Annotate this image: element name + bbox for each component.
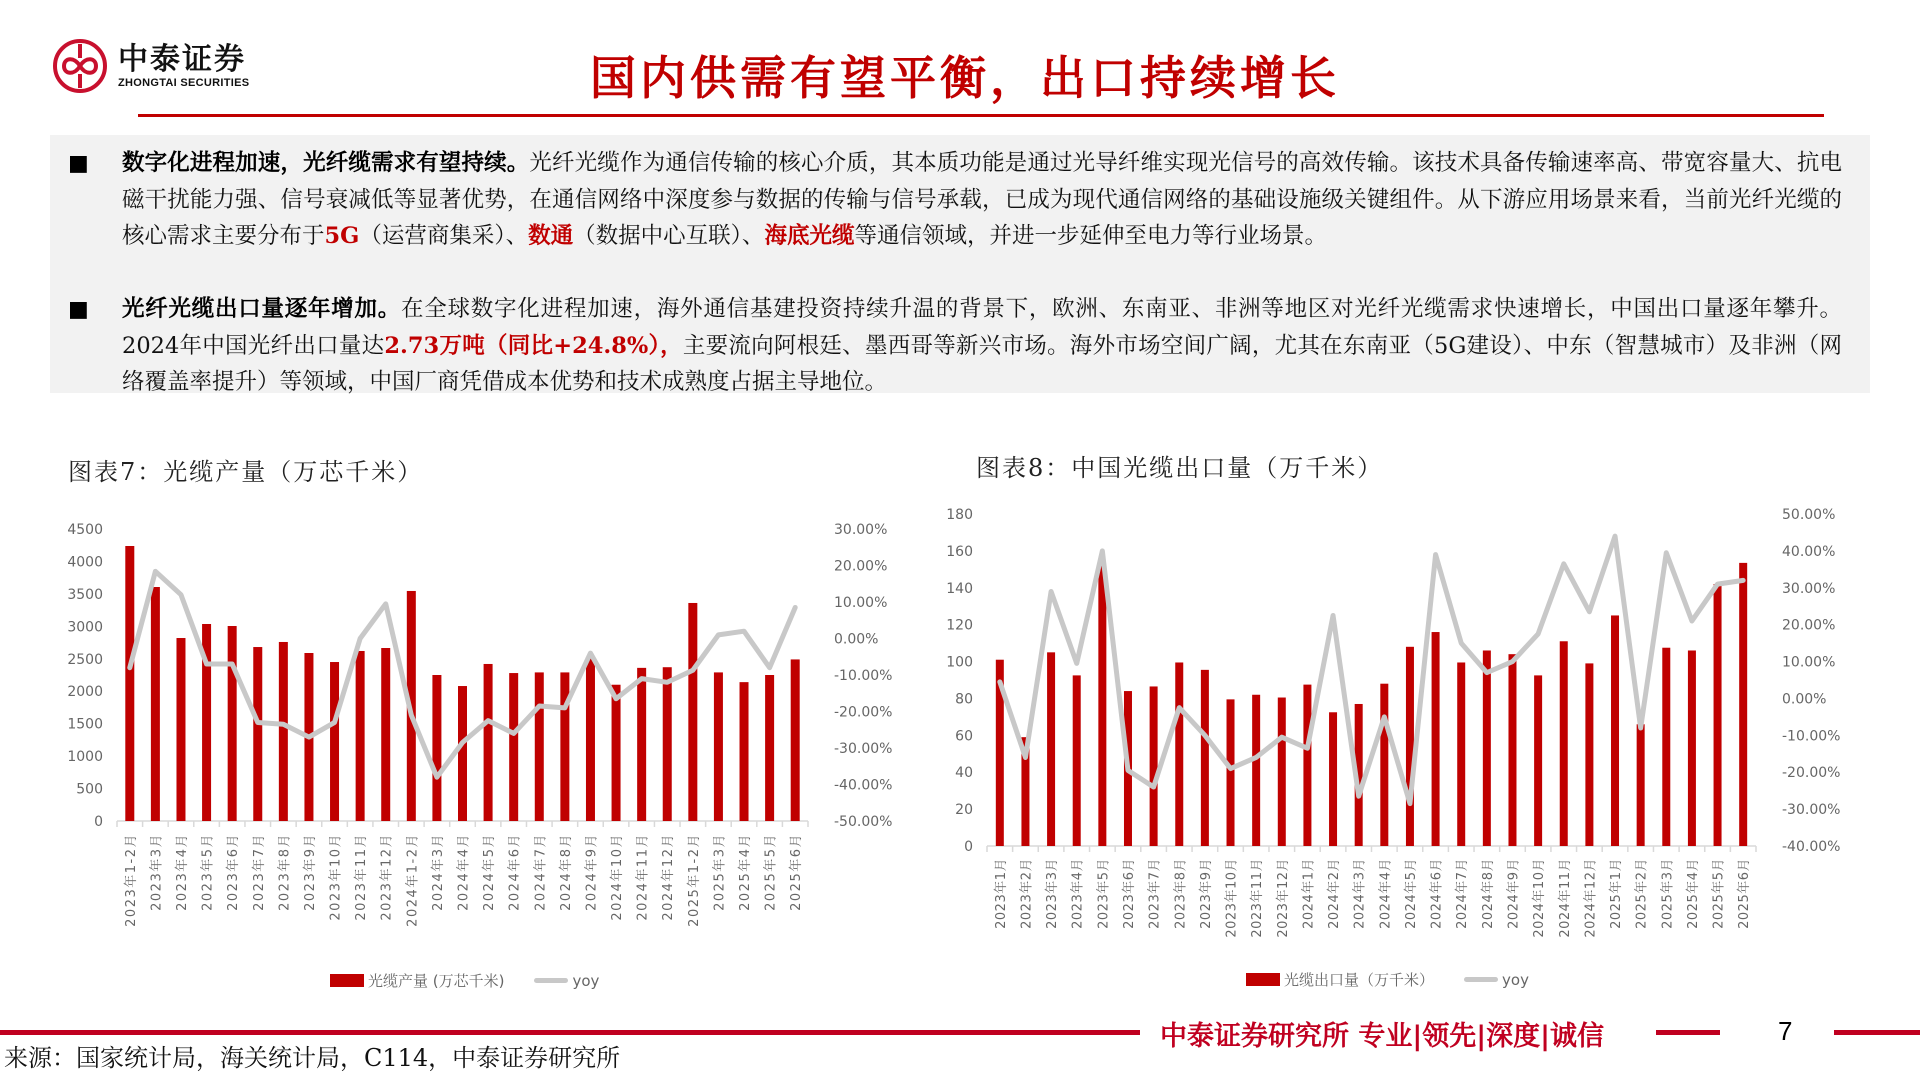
logo-english-name: ZHONGTAI SECURITIES (118, 77, 250, 89)
x-axis-label: 2023年9月 (302, 833, 318, 911)
x-axis-label: 2024年8月 (1480, 858, 1496, 929)
bar (356, 651, 365, 821)
bar (1047, 652, 1055, 846)
bar (279, 642, 288, 821)
y-axis-tick: 60 (955, 728, 973, 745)
bar (458, 686, 467, 821)
bar (381, 648, 390, 821)
legend-line-label: yoy (1502, 970, 1529, 989)
x-axis-label: 2024年7月 (1455, 858, 1471, 929)
bar (1329, 712, 1337, 846)
x-axis-label: 2024年3月 (1352, 858, 1368, 929)
bar (1227, 699, 1235, 846)
highlight-text: 5G (324, 223, 360, 249)
bar (1278, 698, 1286, 846)
bar (1457, 662, 1465, 846)
yoy-line (1000, 536, 1743, 803)
y2-axis-tick: 10.00% (1782, 654, 1836, 671)
footer-divider-right (1834, 1030, 1920, 1035)
y-axis-tick: 3000 (67, 619, 103, 636)
bar (1483, 650, 1491, 846)
highlight-text: 数通 (528, 223, 574, 249)
x-axis-label: 2024年10月 (1532, 858, 1548, 938)
y-axis-tick: 80 (955, 691, 973, 708)
bar (1662, 648, 1670, 846)
chart8-title: 图表8：中国光缆出口量（万千米） (976, 454, 1384, 482)
zhongtai-logo-icon (52, 38, 108, 94)
bar (1534, 675, 1542, 846)
chart7-cable-production (0, 500, 900, 970)
y2-axis-tick: -30.00% (834, 741, 893, 757)
logo-chinese-name: 中泰证券 (118, 42, 246, 77)
y2-axis-tick: -10.00% (1782, 728, 1841, 745)
x-axis-label: 2023年2月 (1019, 858, 1035, 929)
summary-paragraph-1 (122, 145, 1842, 255)
legend-bar-swatch (1246, 973, 1280, 986)
bar (586, 657, 595, 821)
bar (637, 668, 646, 821)
y-axis-tick: 4000 (67, 554, 103, 571)
chart8-cable-exports (920, 490, 1920, 970)
summary-paragraph-2 (122, 291, 1842, 401)
legend-line-swatch (534, 978, 568, 983)
x-axis-label: 2023年4月 (174, 833, 190, 911)
x-axis-label: 2023年7月 (1147, 858, 1163, 929)
x-axis-label: 2024年9月 (1506, 858, 1522, 929)
chart7-legend (330, 970, 599, 991)
x-axis-label: 2024年12月 (1583, 858, 1599, 938)
bar (560, 672, 569, 821)
bar (1201, 670, 1209, 846)
chart8-legend (1246, 969, 1529, 990)
bar (125, 546, 134, 821)
bar (1611, 615, 1619, 846)
x-axis-label: 2024年6月 (507, 833, 523, 911)
paragraph-lead: 光纤光缆出口量逐年增加。 (122, 296, 402, 322)
body-text: 光纤光缆作为通信传输的核心介质，其本质功能是通过光导纤维实现光信号的高效传输。该技术具备传输速率高、带宽容量大、抗电磁干扰能力强、信号衰减低等显著优势，在通信网络中深度参与数据的传输与信号承载，已成为现代通信网络的基础设施级关键组件。从下游应用场景来看，当前光纤光缆的核心需求主要分布于 (122, 150, 1842, 249)
y2-axis-tick: -20.00% (834, 704, 893, 721)
x-axis-label: 2025年5月 (763, 833, 779, 911)
x-axis-label: 2023年5月 (200, 833, 216, 911)
x-axis-label: 2023年1月 (993, 858, 1009, 929)
bar (1406, 647, 1414, 846)
x-axis-label: 2024年10月 (610, 833, 626, 921)
x-axis-label: 2024年5月 (1403, 858, 1419, 929)
bar (509, 673, 518, 821)
x-axis-label: 2023年8月 (1173, 858, 1189, 929)
body-text: 主要流向阿根廷、墨西哥等新兴市场。海外市场空间广阔，尤其在东南亚（5G建设）、中东（智慧城市）及非洲（网络覆盖率提升）等领域，中国厂商凭借成本优势和技术成熟度占据主导地位。 (122, 332, 1842, 395)
paragraph-lead: 数字化进程加速，光纤缆需求有望持续。 (122, 150, 530, 176)
y-axis-tick: 120 (946, 617, 973, 634)
x-axis-label: 2025年2月 (1634, 858, 1650, 929)
x-axis-label: 2023年4月 (1070, 858, 1086, 929)
y2-axis-tick: 10.00% (834, 595, 888, 611)
bar (688, 603, 697, 821)
body-text: 等通信领域，并进一步延伸至电力等行业场景。 (854, 223, 1327, 249)
x-axis-label: 2024年4月 (456, 833, 472, 911)
y2-axis-tick: 0.00% (834, 631, 879, 648)
y2-axis-tick: 50.00% (1782, 507, 1836, 523)
x-axis-label: 2023年5月 (1096, 858, 1112, 929)
y-axis-tick: 2500 (67, 651, 103, 668)
y-axis-tick: 160 (946, 543, 973, 560)
x-axis-label: 2024年1月 (1301, 858, 1317, 929)
bar (1432, 632, 1440, 846)
x-axis-label: 2025年4月 (738, 833, 754, 911)
y2-axis-tick: -40.00% (1782, 839, 1841, 855)
y2-axis-tick: 0.00% (1782, 691, 1827, 708)
y-axis-tick: 140 (946, 580, 973, 597)
legend-bar-label: 光缆出口量（万千米） (1284, 971, 1435, 989)
y-axis-tick: 20 (955, 802, 973, 819)
x-axis-label: 2023年11月 (354, 833, 370, 921)
bar (176, 638, 185, 821)
y2-axis-tick: -20.00% (1782, 765, 1841, 782)
x-axis-label: 2024年3月 (430, 833, 446, 911)
x-axis-label: 2023年12月 (379, 833, 395, 921)
footer-brand-slogan: 中泰证券研究所 专业|领先|深度|诚信 (1160, 1021, 1604, 1052)
x-axis-label: 2023年12月 (1275, 858, 1291, 938)
bar (151, 587, 160, 821)
summary-panel (50, 135, 1870, 393)
x-axis-label: 2024年1-2月 (405, 833, 421, 927)
y-axis-tick: 100 (946, 654, 973, 671)
bar (484, 664, 493, 821)
x-axis-label: 2023年3月 (1045, 858, 1061, 929)
y2-axis-tick: -40.00% (834, 777, 893, 794)
legend-bar-swatch (330, 974, 364, 987)
y2-axis-tick: 30.00% (834, 522, 888, 538)
x-axis-label: 2025年3月 (1660, 858, 1676, 929)
x-axis-label: 2023年6月 (1121, 858, 1137, 929)
y2-axis-tick: -30.00% (1782, 802, 1841, 819)
highlight-text: 2.73万吨（同比+24.8%）， (384, 332, 683, 359)
x-axis-label: 2024年11月 (635, 833, 651, 921)
bar (1560, 641, 1568, 846)
x-axis-label: 2023年10月 (1224, 858, 1240, 938)
body-text: （运营商集采）、 (359, 223, 529, 249)
bar (1688, 650, 1696, 846)
bar (1380, 684, 1388, 846)
bar (612, 685, 621, 821)
body-text: 在全球数字化进程加速，海外通信基建投资持续升温的背景下，欧洲、东南亚、非洲等地区对光纤光缆需求快速增长，中国出口量逐年攀升。2024年中国光纤出口量达 (122, 296, 1842, 359)
y-axis-tick: 1500 (67, 716, 103, 733)
bar (663, 667, 672, 821)
legend-line-label: yoy (572, 971, 600, 990)
x-axis-label: 2023年9月 (1198, 858, 1214, 929)
y-axis-tick: 0 (94, 814, 103, 830)
x-axis-label: 2024年4月 (1378, 858, 1394, 929)
bar (1637, 724, 1645, 846)
x-axis-label: 2023年11月 (1250, 858, 1266, 938)
y-axis-tick: 0 (964, 839, 973, 855)
x-axis-label: 2023年10月 (328, 833, 344, 921)
page-number: 7 (1778, 1016, 1793, 1046)
footer-divider-left (0, 1030, 1140, 1035)
bar (1073, 675, 1081, 846)
y2-axis-tick: 20.00% (834, 558, 888, 575)
bar (791, 659, 800, 821)
bar (1150, 686, 1158, 846)
y-axis-tick: 3500 (67, 586, 103, 603)
bar (1739, 563, 1747, 846)
x-axis-label: 2024年11月 (1557, 858, 1573, 938)
y-axis-tick: 1000 (67, 749, 103, 766)
y-axis-tick: 500 (76, 781, 103, 798)
bar (1508, 654, 1516, 846)
x-axis-label: 2025年4月 (1685, 858, 1701, 929)
y-axis-tick: 2000 (67, 684, 103, 701)
x-axis-label: 2025年6月 (789, 833, 805, 911)
square-bullet-icon: ■ (68, 297, 89, 322)
x-axis-label: 2025年3月 (712, 833, 728, 911)
x-axis-label: 2024年12月 (661, 833, 677, 921)
y2-axis-tick: 40.00% (1782, 543, 1836, 560)
bar (1175, 662, 1183, 846)
y-axis-tick: 4500 (67, 522, 103, 538)
bar (432, 675, 441, 821)
body-text: （数据中心互联）、 (573, 223, 765, 249)
y2-axis-tick: 30.00% (1782, 580, 1836, 597)
bar (1252, 695, 1260, 846)
bar (1098, 566, 1106, 846)
y2-axis-tick: -10.00% (834, 668, 893, 684)
y2-axis-tick: -50.00% (834, 814, 893, 830)
x-axis-label: 2025年6月 (1737, 858, 1753, 929)
bar (535, 672, 544, 821)
bar (765, 675, 774, 821)
bar (1303, 685, 1311, 846)
x-axis-label: 2023年1-2月 (123, 833, 139, 927)
x-axis-label: 2024年7月 (533, 833, 549, 911)
footer-divider-mid (1656, 1030, 1720, 1035)
x-axis-label: 2024年5月 (482, 833, 498, 911)
y-axis-tick: 40 (955, 765, 973, 782)
square-bullet-icon: ■ (68, 151, 89, 176)
legend-line-swatch (1464, 977, 1498, 982)
bar (1714, 584, 1722, 846)
x-axis-label: 2024年8月 (558, 833, 574, 911)
data-source-note: 来源：国家统计局，海关统计局，C114，中泰证券研究所 (4, 1044, 621, 1072)
page-title: 国内供需有望平衡，出口持续增长 (590, 51, 1340, 105)
x-axis-label: 2024年9月 (584, 833, 600, 911)
bar (714, 672, 723, 821)
x-axis-label: 2023年8月 (277, 833, 293, 911)
y-axis-tick: 180 (946, 507, 973, 523)
x-axis-label: 2024年6月 (1429, 858, 1445, 929)
x-axis-label: 2023年7月 (251, 833, 267, 911)
highlight-text: 海底光缆 (764, 223, 855, 249)
x-axis-label: 2025年1-2月 (686, 833, 702, 927)
x-axis-label: 2023年6月 (226, 833, 242, 911)
x-axis-label: 2025年5月 (1711, 858, 1727, 929)
x-axis-label: 2023年3月 (149, 833, 165, 911)
bar (253, 647, 262, 821)
y2-axis-tick: 20.00% (1782, 617, 1836, 634)
bar (228, 626, 237, 821)
company-logo (52, 38, 249, 94)
x-axis-label: 2025年1月 (1609, 858, 1625, 929)
chart7-title: 图表7：光缆产量（万芯千米） (68, 458, 424, 486)
legend-bar-label: 光缆产量 (万芯千米) (368, 972, 505, 990)
bar (1585, 663, 1593, 846)
bar (330, 662, 339, 821)
x-axis-label: 2024年2月 (1327, 858, 1343, 929)
title-divider (138, 114, 1824, 117)
bar (740, 682, 749, 821)
